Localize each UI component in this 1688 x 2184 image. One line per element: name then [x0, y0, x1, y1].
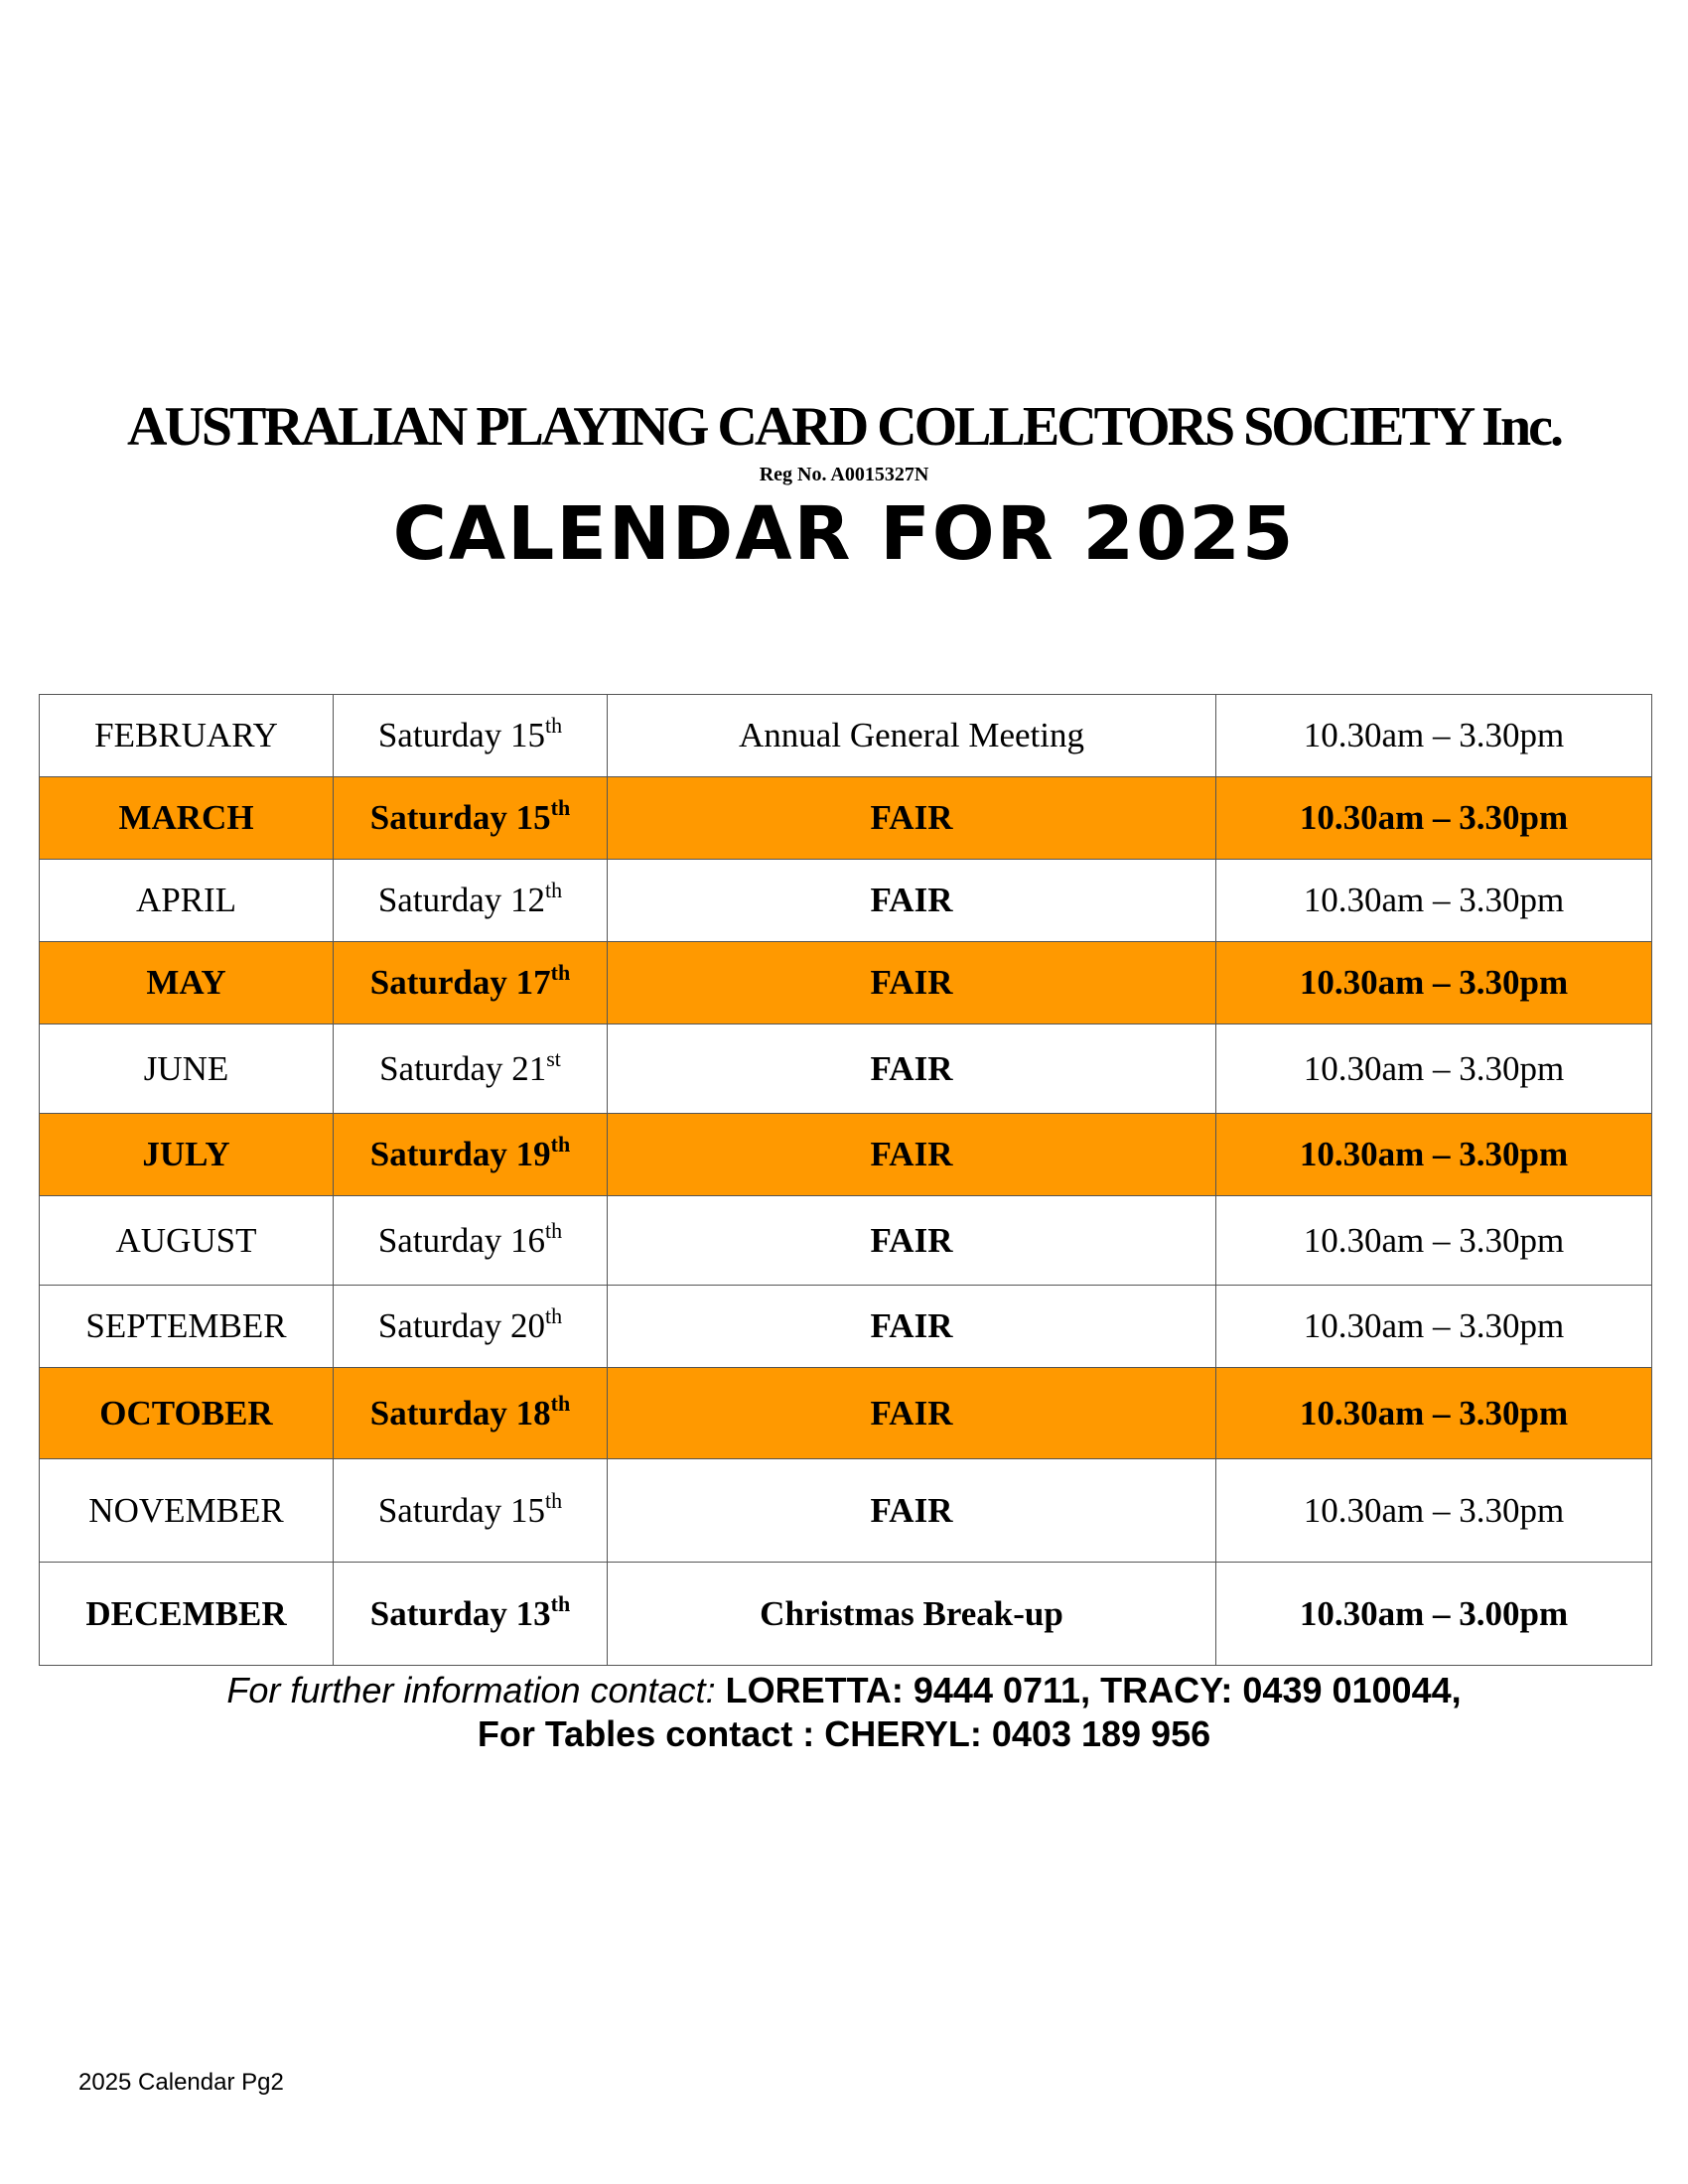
page-footer: 2025 Calendar Pg2 [78, 2069, 284, 2096]
event-date-text: Saturday 15 [369, 798, 551, 837]
event-month: FEBRUARY [40, 695, 334, 777]
event-name: FAIR [608, 860, 1216, 942]
contact-info-line [0, 1670, 1688, 1711]
event-month: JULY [40, 1114, 334, 1196]
event-date-suffix: th [545, 1303, 563, 1328]
event-month: AUGUST [40, 1196, 334, 1286]
event-time: 10.30am – 3.30pm [1216, 942, 1652, 1024]
event-date-suffix: th [550, 1390, 571, 1416]
event-date-text: Saturday 13 [369, 1593, 551, 1633]
event-month: SEPTEMBER [40, 1286, 334, 1368]
event-row [40, 1196, 1652, 1286]
event-row [40, 695, 1652, 777]
event-date [334, 942, 608, 1024]
event-name: Christmas Break-up [608, 1563, 1216, 1666]
event-date-suffix: th [550, 1132, 571, 1157]
event-date [334, 777, 608, 860]
event-month: DECEMBER [40, 1563, 334, 1666]
event-date [334, 1563, 608, 1666]
event-row [40, 1459, 1652, 1563]
event-date-suffix: th [550, 960, 571, 985]
event-date [334, 1286, 608, 1368]
event-date-suffix: th [545, 1217, 563, 1243]
event-name: FAIR [608, 1114, 1216, 1196]
event-name: FAIR [608, 1368, 1216, 1459]
event-date-text: Saturday 21 [379, 1048, 547, 1088]
event-month: MAY [40, 942, 334, 1024]
calendar-title: CALENDAR FOR 2025 [392, 491, 1296, 577]
event-date [334, 1024, 608, 1114]
event-date-text: Saturday 12 [377, 881, 546, 919]
events-table [39, 694, 1652, 1666]
event-date-text: Saturday 15 [377, 1490, 546, 1530]
event-name: FAIR [608, 1196, 1216, 1286]
event-date-text: Saturday 15 [377, 716, 546, 754]
event-date-text: Saturday 18 [369, 1393, 551, 1433]
event-date [334, 695, 608, 777]
event-date [334, 1196, 608, 1286]
event-row [40, 1286, 1652, 1368]
event-time: 10.30am – 3.30pm [1216, 1024, 1652, 1114]
event-row [40, 942, 1652, 1024]
event-date [334, 1114, 608, 1196]
event-date-text: Saturday 17 [369, 963, 551, 1002]
event-time: 10.30am – 3.00pm [1216, 1563, 1652, 1666]
event-name: FAIR [608, 1024, 1216, 1114]
event-name: FAIR [608, 1459, 1216, 1563]
event-date-suffix: th [550, 795, 571, 820]
event-time: 10.30am – 3.30pm [1216, 777, 1652, 860]
event-date [334, 1459, 608, 1563]
event-time: 10.30am – 3.30pm [1216, 1286, 1652, 1368]
event-time: 10.30am – 3.30pm [1216, 695, 1652, 777]
event-name: Annual General Meeting [608, 695, 1216, 777]
event-row [40, 860, 1652, 942]
events-table-body [40, 695, 1652, 1666]
event-date-text: Saturday 16 [377, 1220, 546, 1260]
event-date-suffix: st [546, 1045, 561, 1071]
event-month: MARCH [40, 777, 334, 860]
event-date-suffix: th [545, 1487, 563, 1513]
event-row [40, 1114, 1652, 1196]
contact-lead: For further information contact: [226, 1670, 716, 1710]
event-month: APRIL [40, 860, 334, 942]
contact-names: LORETTA: 9444 0711, TRACY: 0439 010044, [725, 1670, 1462, 1710]
event-month: JUNE [40, 1024, 334, 1114]
event-name: FAIR [608, 1286, 1216, 1368]
event-date-text: Saturday 20 [377, 1306, 546, 1345]
event-time: 10.30am – 3.30pm [1216, 1459, 1652, 1563]
event-time: 10.30am – 3.30pm [1216, 1368, 1652, 1459]
event-time: 10.30am – 3.30pm [1216, 1196, 1652, 1286]
event-date [334, 860, 608, 942]
event-date-suffix: th [545, 878, 563, 902]
event-date-suffix: th [545, 713, 563, 738]
event-name: FAIR [608, 777, 1216, 860]
event-row [40, 1563, 1652, 1666]
tables-contact-line: For Tables contact : CHERYL: 0403 189 956 [477, 1713, 1211, 1754]
event-month: OCTOBER [40, 1368, 334, 1459]
event-time: 10.30am – 3.30pm [1216, 860, 1652, 942]
organization-name: AUSTRALIAN PLAYING CARD COLLECTORS SOCIETY Inc. [127, 396, 1561, 458]
event-time: 10.30am – 3.30pm [1216, 1114, 1652, 1196]
event-row [40, 1368, 1652, 1459]
event-name: FAIR [608, 942, 1216, 1024]
event-month: NOVEMBER [40, 1459, 334, 1563]
event-date-suffix: th [550, 1590, 571, 1616]
event-row [40, 777, 1652, 860]
event-date-text: Saturday 19 [369, 1135, 551, 1173]
event-date [334, 1368, 608, 1459]
registration-number: Reg No. A0015327N [759, 464, 929, 485]
event-row [40, 1024, 1652, 1114]
